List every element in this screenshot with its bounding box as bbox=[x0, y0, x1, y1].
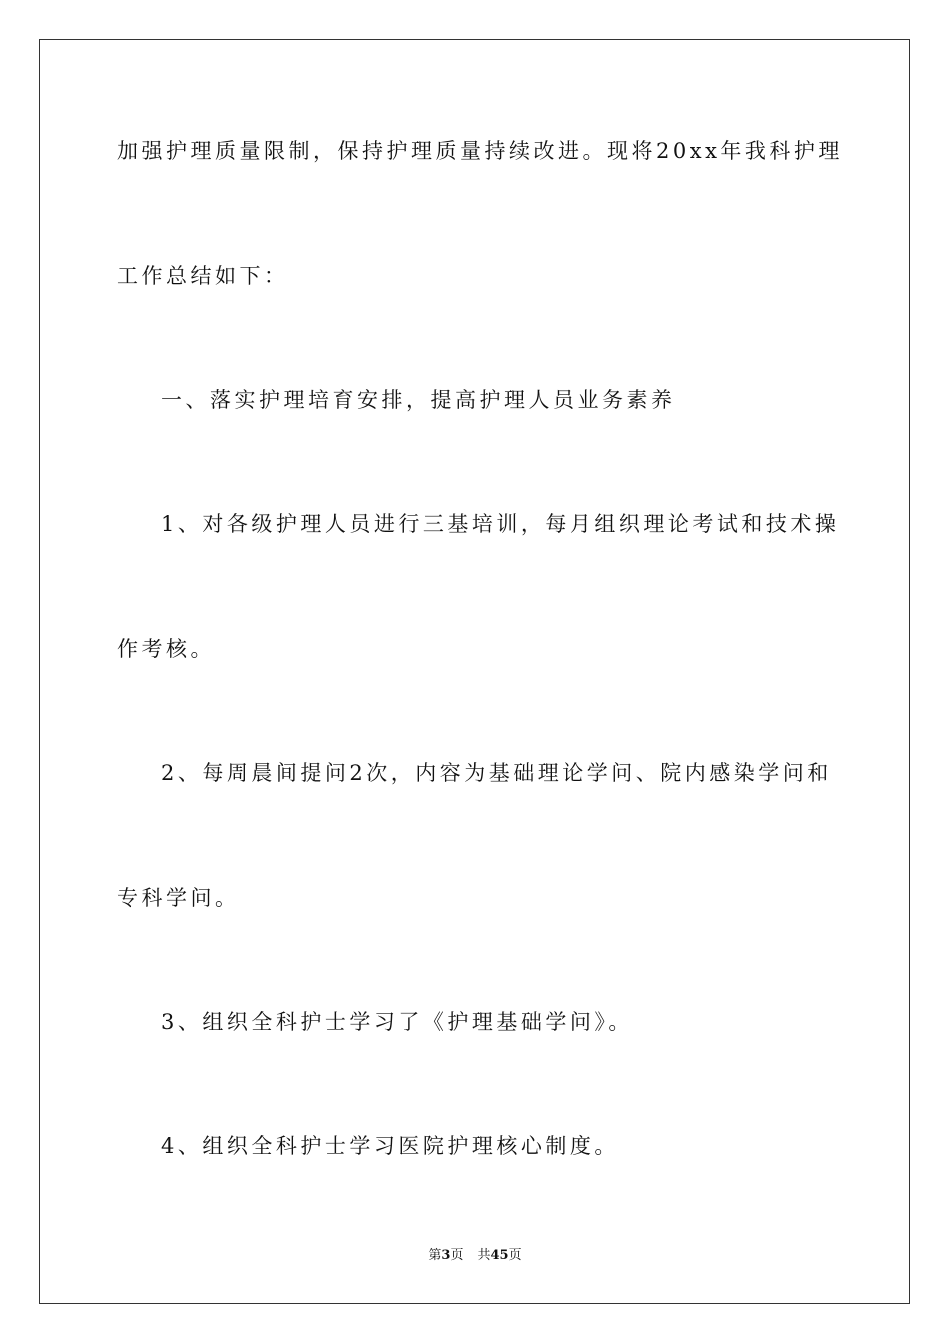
footer-page-suffix: 页 bbox=[450, 1248, 464, 1263]
list-item-4: 4、组织全科护士学习医院护理核心制度。 bbox=[161, 1134, 619, 1158]
section-heading: 一、落实护理培育安排，提高护理人员业务素养 bbox=[161, 388, 676, 412]
footer-total-suffix: 页 bbox=[508, 1248, 522, 1263]
body-text-line-2: 工作总结如下： bbox=[117, 264, 289, 288]
page-border bbox=[39, 39, 910, 1304]
footer-total-pages: 45 bbox=[490, 1248, 509, 1263]
list-item-1-line-1: 1、对各级护理人员进行三基培训，每月组织理论考试和技术操 bbox=[161, 512, 840, 536]
footer-page-number: 3 bbox=[441, 1248, 451, 1263]
list-item-2-line-1: 2、每周晨间提问2次，内容为基础理论学问、院内感染学问和 bbox=[161, 761, 832, 785]
list-item-3: 3、组织全科护士学习了《护理基础学问》。 bbox=[161, 1010, 633, 1034]
footer-total-prefix: 共 bbox=[477, 1248, 491, 1263]
body-text-line-1: 加强护理质量限制，保持护理质量持续改进。现将20xx年我科护理 bbox=[117, 139, 843, 163]
footer-page-prefix: 第 bbox=[428, 1248, 442, 1263]
list-item-1-line-2: 作考核。 bbox=[117, 637, 215, 661]
page-footer bbox=[0, 1248, 950, 1264]
list-item-2-line-2: 专科学问。 bbox=[117, 886, 240, 910]
